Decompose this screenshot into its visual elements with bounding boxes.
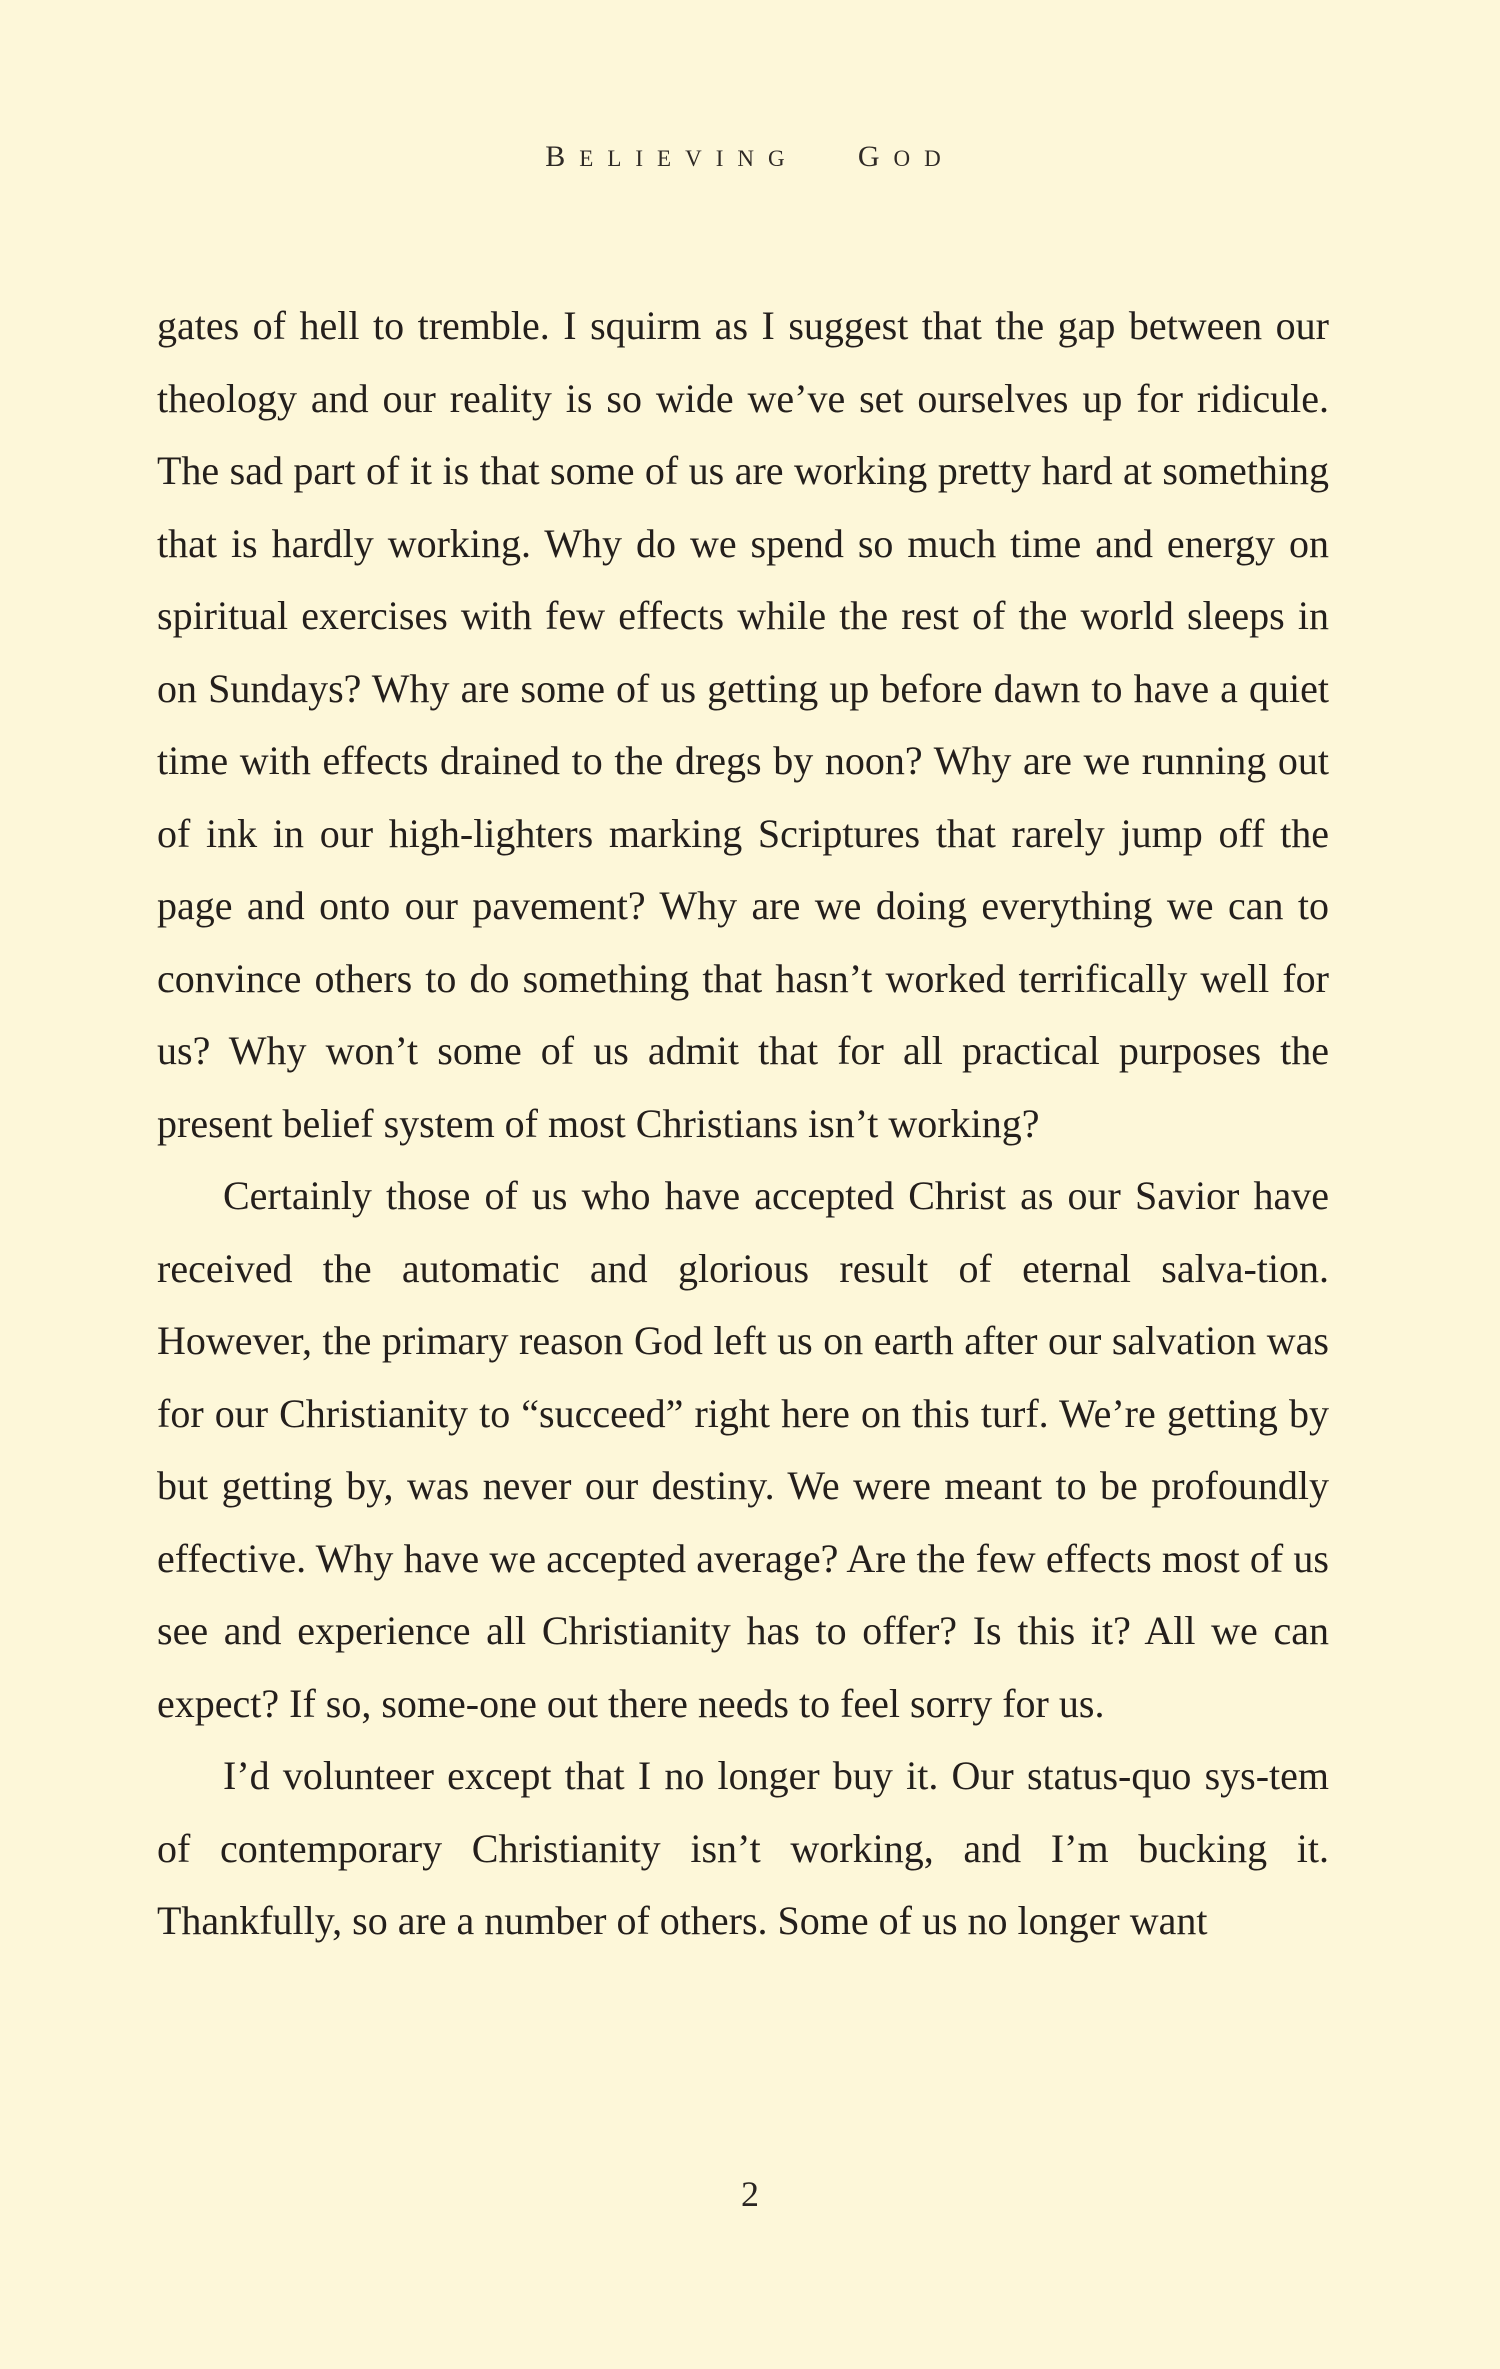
running-head-rest-1: ELIEVING bbox=[579, 146, 799, 171]
body-text bbox=[157, 290, 1329, 1958]
running-head bbox=[0, 140, 1500, 174]
running-head-rest-2: OD bbox=[893, 146, 955, 171]
running-head-initial-2: G bbox=[857, 140, 894, 173]
page-number: 2 bbox=[741, 2174, 759, 2214]
running-head-initial-1: B bbox=[545, 140, 580, 173]
paragraph-2: Certainly those of us who have accepted Christ as our Savior have received the automatic and glorious result of eternal salva-tion. However, the primary reason God left us on earth after our salvation was for our Christianity to “succeed” right here on this turf. We’re getting by but getting by, was never our destiny. We were meant to be profoundly effective. Why have we accepted average? Are the few effects most of us see and experience all Christianity has to offer? Is this it? All we can expect? If so, some-one out there needs to feel sorry for us. bbox=[157, 1173, 1329, 1726]
paragraph-3: I’d volunteer except that I no longer buy it. Our status-quo sys-tem of contemporary Christianity isn’t working, and I’m bucking it. Thankfully, so are a number of others. Some of us no longer want bbox=[157, 1753, 1329, 1943]
paragraph-1: gates of hell to tremble. I squirm as I suggest that the gap between our theology and our reality is so wide we’ve set ourselves up for ridicule. The sad part of it is that some of us are working pretty hard at something that is hardly working. Why do we spend so much time and energy on spiritual exercises with few effects while the rest of the world sleeps in on Sundays? Why are some of us getting up before dawn to have a quiet time with effects drained to the dregs by noon? Why are we running out of ink in our high-lighters marking Scriptures that rarely jump off the page and onto our pavement? Why are we doing everything we can to convince others to do something that hasn’t worked terrifically well for us? Why won’t some of us admit that for all practical purposes the present belief system of most Christians isn’t working? bbox=[157, 303, 1329, 1146]
